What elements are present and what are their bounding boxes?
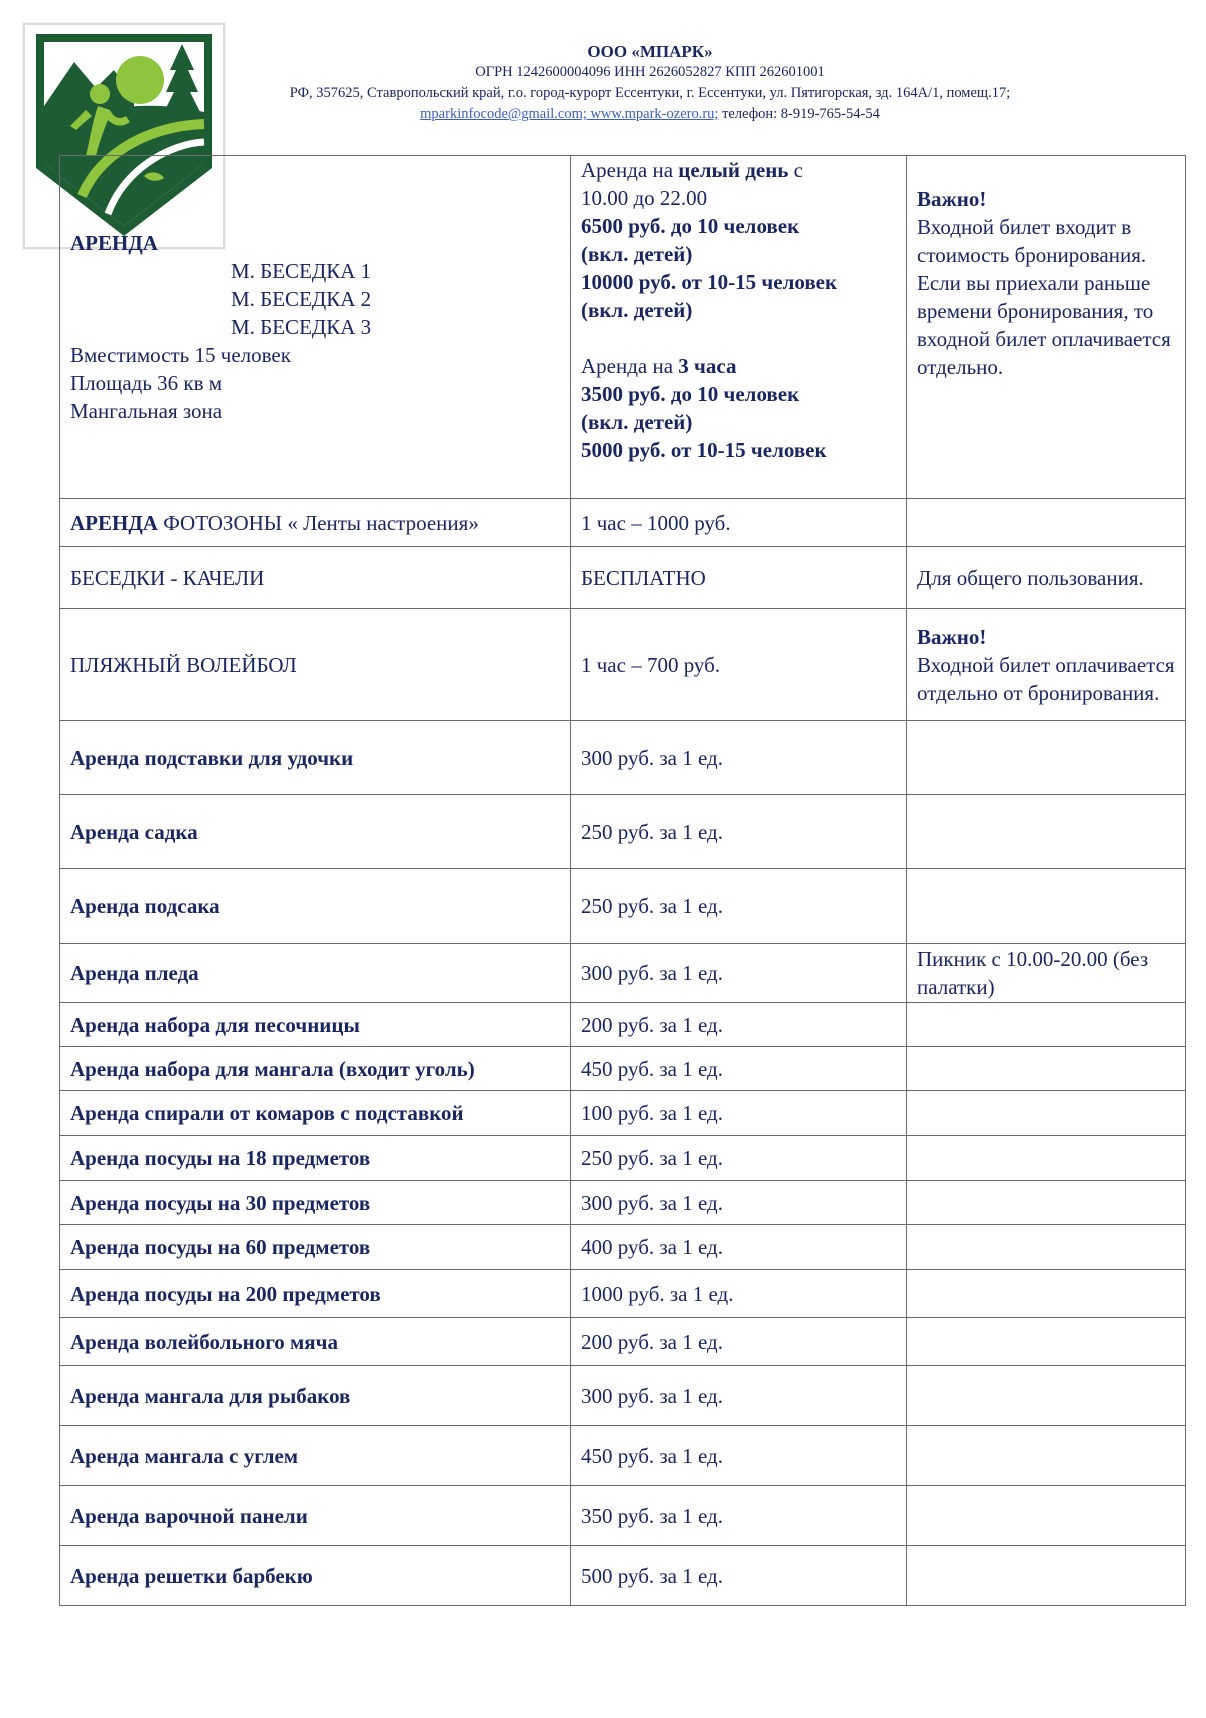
item-name: Аренда садка (60, 795, 571, 869)
photozone-rest: ФОТОЗОНЫ « Ленты настроения» (157, 510, 479, 535)
item-price: 300 руб. за 1 ед. (571, 721, 907, 795)
day-rent-heading (581, 156, 896, 184)
day-price-1: 6500 руб. до 10 человек (581, 214, 800, 238)
item-name: Аренда решетки барбекю (60, 1546, 571, 1606)
item-note (907, 1136, 1186, 1181)
volleyball-note (907, 609, 1186, 721)
item-note (907, 1486, 1186, 1546)
item-price: 250 руб. за 1 ед. (571, 869, 907, 944)
table-row (60, 1366, 1186, 1426)
item-price: 450 руб. за 1 ед. (571, 1426, 907, 1486)
table-row (60, 1225, 1186, 1270)
table-row (60, 1091, 1186, 1136)
table-row (60, 721, 1186, 795)
company-registration: ОГРН 1242600004096 ИНН 2626052827 КПП 262601001 (475, 64, 825, 80)
item-price: 100 руб. за 1 ед. (571, 1091, 907, 1136)
table-row (60, 1486, 1186, 1546)
item-note (907, 721, 1186, 795)
gazebo-3: М. БЕСЕДКА 3 (231, 315, 372, 339)
h3-price-1-note: (вкл. детей) (581, 410, 693, 434)
day-bold: целый день (678, 158, 789, 182)
item-name: Аренда волейбольного мяча (60, 1318, 571, 1366)
item-note (907, 1225, 1186, 1270)
swing-note: Для общего пользования. (907, 547, 1186, 609)
item-name: Аренда посуды на 30 предметов (60, 1181, 571, 1225)
item-name: Аренда мангала с углем (60, 1426, 571, 1486)
price-table (59, 155, 1186, 1606)
gazebo-1: М. БЕСЕДКА 1 (231, 259, 372, 283)
company-address: РФ, 357625, Ставропольский край, г.о. город-курорт Ессентуки, г. Ессентуки, ул. Пятигорская, зд. 164А/1, помещ.17; (289, 85, 1011, 101)
table-row (60, 1003, 1186, 1047)
item-note (907, 1091, 1186, 1136)
photozone-price: 1 час – 1000 руб. (571, 499, 907, 547)
day-price-2-note: (вкл. детей) (581, 298, 693, 322)
table-row (60, 1318, 1186, 1366)
item-note (907, 1546, 1186, 1606)
gazebo-note-text: Входной билет входит в стоимость бронирования. Если вы приехали раньше времени бронирования, то входной билет оплачивается отдельно. (917, 215, 1171, 379)
volleyball-row (60, 609, 1186, 721)
item-price: 1000 руб. за 1 ед. (571, 1270, 907, 1318)
photozone-note (907, 499, 1186, 547)
company-header (230, 42, 1070, 125)
item-note (907, 869, 1186, 944)
table-row (60, 869, 1186, 944)
day-suffix: с (788, 158, 803, 182)
item-name: Аренда мангала для рыбаков (60, 1366, 571, 1426)
item-price: 250 руб. за 1 ед. (571, 1136, 907, 1181)
table-row (60, 1136, 1186, 1181)
swing-price: БЕСПЛАТНО (571, 547, 907, 609)
volleyball-name: ПЛЯЖНЫЙ ВОЛЕЙБОЛ (60, 609, 571, 721)
h3-prefix: Аренда на (581, 354, 679, 378)
item-name: Аренда посуды на 60 предметов (60, 1225, 571, 1270)
h3-rent-heading (581, 352, 896, 380)
gazebo-prices (571, 156, 907, 499)
table-row (60, 795, 1186, 869)
gazebo-title: АРЕНДА (70, 231, 158, 255)
item-price: 500 руб. за 1 ед. (571, 1546, 907, 1606)
gazebo-2: М. БЕСЕДКА 2 (231, 287, 372, 311)
swing-row (60, 547, 1186, 609)
item-price: 300 руб. за 1 ед. (571, 1366, 907, 1426)
item-price: 300 руб. за 1 ед. (571, 944, 907, 1003)
table-row (60, 1047, 1186, 1091)
item-price: 450 руб. за 1 ед. (571, 1047, 907, 1091)
company-contacts (230, 104, 1070, 125)
swing-name: БЕСЕДКИ - КАЧЕЛИ (60, 547, 571, 609)
table-row (60, 944, 1186, 1003)
email-web-link[interactable]: mparkinfocode@gmail.com; www.mpark-ozero.ru; (420, 106, 719, 122)
gazebo-row (60, 156, 1186, 499)
day-prefix: Аренда на (581, 158, 679, 182)
day-price-2: 10000 руб. от 10-15 человек (581, 270, 838, 294)
table-row (60, 1426, 1186, 1486)
table-row (60, 1270, 1186, 1318)
photozone-bold: АРЕНДА (70, 510, 158, 535)
item-note (907, 1181, 1186, 1225)
volleyball-price: 1 час – 700 руб. (571, 609, 907, 721)
day-hours: 10.00 до 22.00 (581, 186, 708, 210)
gazebo-bbq: Мангальная зона (70, 399, 223, 423)
item-name: Аренда набора для песочницы (60, 1003, 571, 1047)
gazebo-area: Площадь 36 кв м (70, 371, 223, 395)
gazebo-note-title: Важно! (917, 187, 987, 211)
gazebo-capacity: Вместимость 15 человек (70, 343, 291, 367)
phone-number: телефон: 8-919-765-54-54 (718, 106, 880, 122)
item-name: Аренда набора для мангала (входит уголь) (60, 1047, 571, 1091)
h3-bold: 3 часа (678, 354, 737, 378)
company-name: ООО «МПАРК» (587, 42, 713, 61)
item-name: Аренда пледа (60, 944, 571, 1003)
item-note (907, 1426, 1186, 1486)
table-row (60, 1181, 1186, 1225)
item-note (907, 1366, 1186, 1426)
item-price: 250 руб. за 1 ед. (571, 795, 907, 869)
item-note (907, 1003, 1186, 1047)
spacer (581, 324, 896, 352)
photozone-name (60, 499, 571, 547)
item-name: Аренда подсака (60, 869, 571, 944)
item-name: Аренда подставки для удочки (60, 721, 571, 795)
item-note: Пикник с 10.00-20.00 (без палатки) (907, 944, 1186, 1003)
item-price: 350 руб. за 1 ед. (571, 1486, 907, 1546)
day-price-1-note: (вкл. детей) (581, 242, 693, 266)
volleyball-note-title: Важно! (917, 624, 987, 649)
h3-price-1: 3500 руб. до 10 человек (581, 382, 800, 406)
item-note (907, 795, 1186, 869)
item-price: 200 руб. за 1 ед. (571, 1003, 907, 1047)
item-name: Аренда посуды на 18 предметов (60, 1136, 571, 1181)
item-price: 200 руб. за 1 ед. (571, 1318, 907, 1366)
item-price: 300 руб. за 1 ед. (571, 1181, 907, 1225)
volleyball-note-text: Входной билет оплачивается отдельно от бронирования. (917, 652, 1175, 705)
gazebo-note (907, 156, 1186, 499)
item-note (907, 1318, 1186, 1366)
item-name: Аренда варочной панели (60, 1486, 571, 1546)
item-price: 400 руб. за 1 ед. (571, 1225, 907, 1270)
item-note (907, 1270, 1186, 1318)
h3-price-2: 5000 руб. от 10-15 человек (581, 438, 827, 462)
photozone-row (60, 499, 1186, 547)
table-row (60, 1546, 1186, 1606)
item-name: Аренда посуды на 200 предметов (60, 1270, 571, 1318)
gazebo-description (60, 156, 571, 499)
item-name: Аренда спирали от комаров с подставкой (60, 1091, 571, 1136)
item-note (907, 1047, 1186, 1091)
